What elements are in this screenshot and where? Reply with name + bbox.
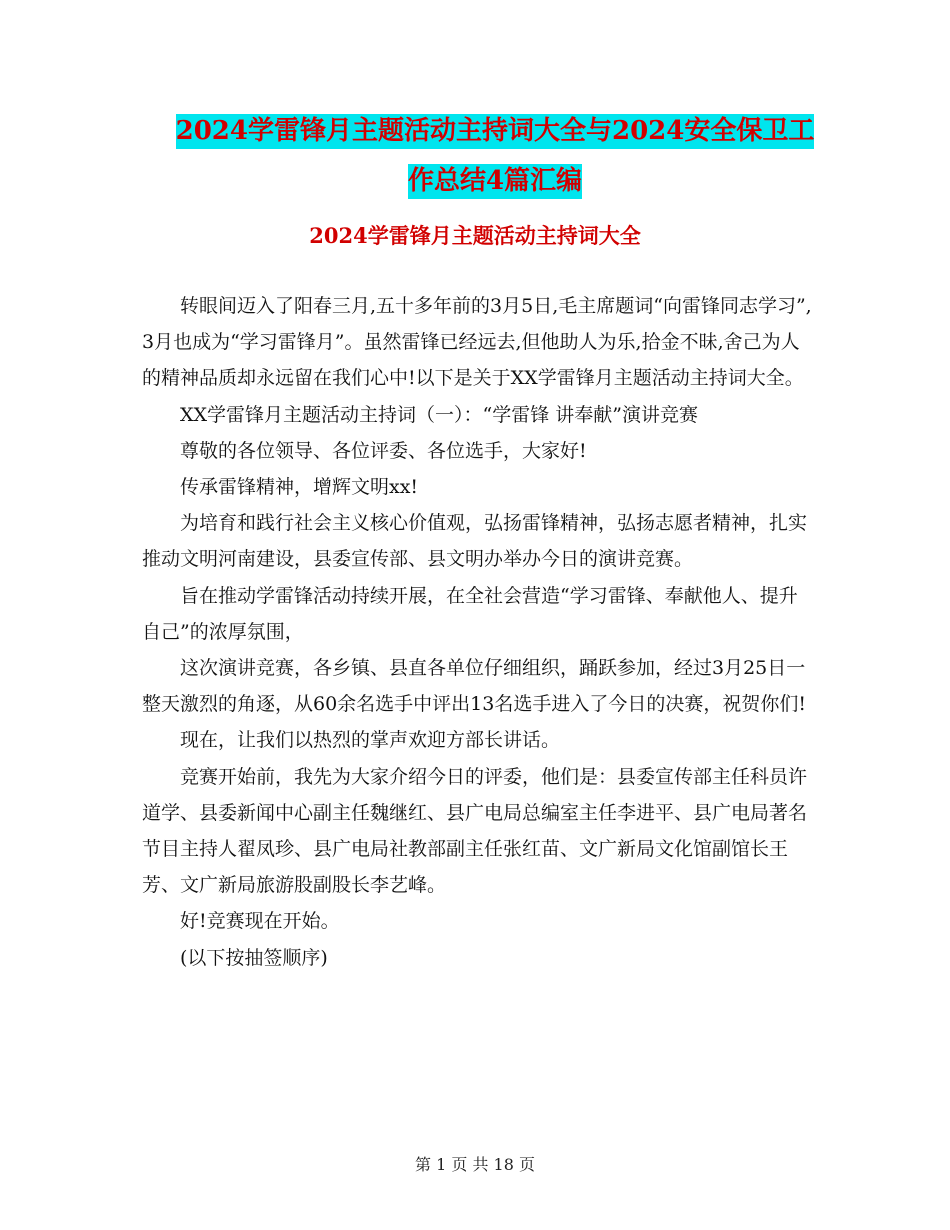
paragraph: (以下按抽签顺序) — [180, 946, 328, 969]
paragraph: 尊敬的各位领导、各位评委、各位选手，大家好! — [180, 439, 587, 462]
paragraph: XX学雷锋月主题活动主持词（一）：“学雷锋 讲奉献”演讲竞赛 — [180, 403, 699, 426]
document-body — [142, 288, 812, 976]
paragraph: 转眼间迈入了阳春三月,五十多年前的3月5日,毛主席题词“向雷锋同志学习”,3月也成为“学习雷锋月”。虽然雷锋已经远去,但他助人为乐,拾金不昧,舍己为人的精神品质却永远留在我们心中!以下是关于XX学雷锋月主题活动主持词大全。 — [142, 295, 812, 390]
section-title: 2024学雷锋月主题活动主持词大全 — [309, 223, 641, 248]
title-line-2: 作总结4篇汇编 — [408, 164, 582, 199]
paragraph: 这次演讲竞赛，各乡镇、县直各单位仔细组织，踊跃参加，经过3月25日一整天激烈的角逐，从60余名选手中评出13名选手进入了今日的决赛，祝贺你们! — [142, 657, 806, 716]
paragraph: 现在，让我们以热烈的掌声欢迎方部长讲话。 — [180, 729, 561, 752]
title-line-1: 2024学雷锋月主题活动主持词大全与2024安全保卫工 — [176, 114, 815, 149]
paragraph: 竞赛开始前，我先为大家介绍今日的评委，他们是：县委宣传部主任科员许道学、县委新闻中心副主任魏继红、县广电局总编室主任李进平、县广电局著名节目主持人翟凤珍、县广电局社教部副主任张红苗、文广新局文化馆副馆长王芳、文广新局旅游股副股长李艺峰。 — [142, 765, 808, 897]
paragraph: 传承雷锋精神，增辉文明xx! — [180, 476, 419, 499]
page-footer: 第 1 页 共 18 页 — [415, 1155, 535, 1174]
paragraph: 旨在推动学雷锋活动持续开展，在全社会营造“学习雷锋、奉献他人、提升自己”的浓厚氛围， — [142, 584, 798, 643]
paragraph: 为培育和践行社会主义核心价值观，弘扬雷锋精神，弘扬志愿者精神，扎实推动文明河南建设，县委宣传部、县文明办举办今日的演讲竞赛。 — [142, 512, 808, 571]
document-title — [140, 106, 850, 206]
paragraph: 好!竞赛现在开始。 — [180, 910, 340, 933]
